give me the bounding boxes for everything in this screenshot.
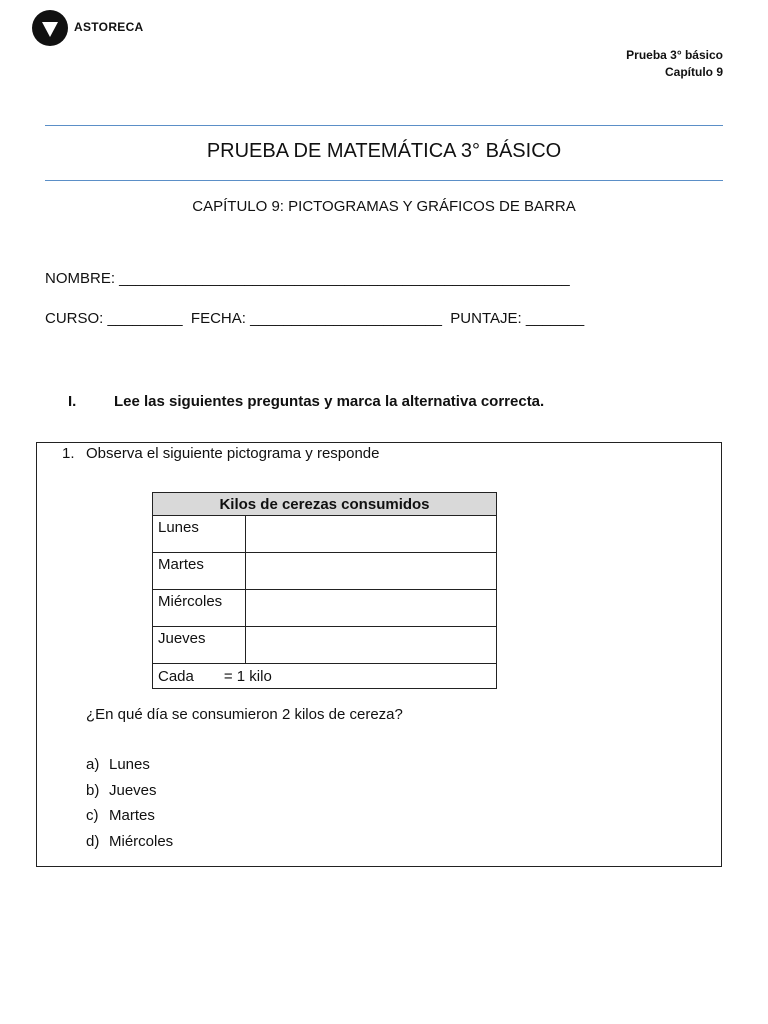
table-row <box>153 516 497 553</box>
section-number: I. <box>68 393 77 410</box>
brand-name: ASTORECA <box>74 20 144 34</box>
section-instruction: Lee las siguientes preguntas y marca la alternativa correcta. <box>114 393 545 410</box>
table-row <box>153 553 497 590</box>
answer-options <box>86 756 173 858</box>
pictogram-cell <box>246 516 497 553</box>
astoreca-logo-icon <box>32 10 68 46</box>
answer-option-a[interactable] <box>86 756 173 782</box>
answer-option-c[interactable] <box>86 807 173 833</box>
option-letter: b) <box>86 781 100 799</box>
pictogram-day-label: Jueves <box>153 627 246 664</box>
option-text: Miércoles <box>109 832 174 850</box>
title-rule-bottom <box>45 180 723 181</box>
option-letter: d) <box>86 832 100 850</box>
option-letter: c) <box>86 807 99 824</box>
question-text: Observa el siguiente pictograma y responde <box>86 445 380 462</box>
header-meta <box>626 47 723 81</box>
pictogram-table <box>152 492 497 689</box>
page-subtitle: CAPÍTULO 9: PICTOGRAMAS Y GRÁFICOS DE BARRA <box>192 198 576 215</box>
title-rule-top <box>45 125 723 126</box>
answer-option-d[interactable] <box>86 833 173 859</box>
pictogram-cell <box>246 553 497 590</box>
table-row <box>153 627 497 664</box>
question-prompt: ¿En qué día se consumieron 2 kilos de cereza? <box>86 706 403 723</box>
header-chapter: Capítulo 9 <box>664 65 723 79</box>
option-letter: a) <box>86 756 100 773</box>
pictogram-day-label: Martes <box>153 553 246 590</box>
option-text: Martes <box>109 807 155 824</box>
pictogram-cell <box>246 627 497 664</box>
pictogram-day-label: Lunes <box>153 516 246 553</box>
pictogram-key-value: = 1 kilo <box>223 667 272 685</box>
answer-option-b[interactable] <box>86 782 173 808</box>
option-text: Jueves <box>109 781 157 799</box>
pictogram-cell <box>246 590 497 627</box>
pictogram-key-label: Cada <box>158 667 194 685</box>
question-number: 1. <box>62 445 75 462</box>
pictogram-header: Kilos de cerezas consumidos <box>153 493 497 516</box>
pictogram-day-label: Miércoles <box>153 590 246 627</box>
question-title <box>62 445 380 462</box>
header-test-name: Prueba 3° básico <box>626 48 723 62</box>
option-text: Lunes <box>109 756 150 773</box>
nombre-field[interactable]: NOMBRE: ______________________________________________________ <box>45 270 570 287</box>
curso-fecha-puntaje-fields[interactable]: CURSO: _________ FECHA: _______________________ PUNTAJE: _______ <box>45 310 585 327</box>
table-row <box>153 590 497 627</box>
section-heading <box>68 393 544 410</box>
pictogram-key <box>153 664 497 689</box>
page-title: PRUEBA DE MATEMÁTICA 3° BÁSICO <box>206 140 562 162</box>
